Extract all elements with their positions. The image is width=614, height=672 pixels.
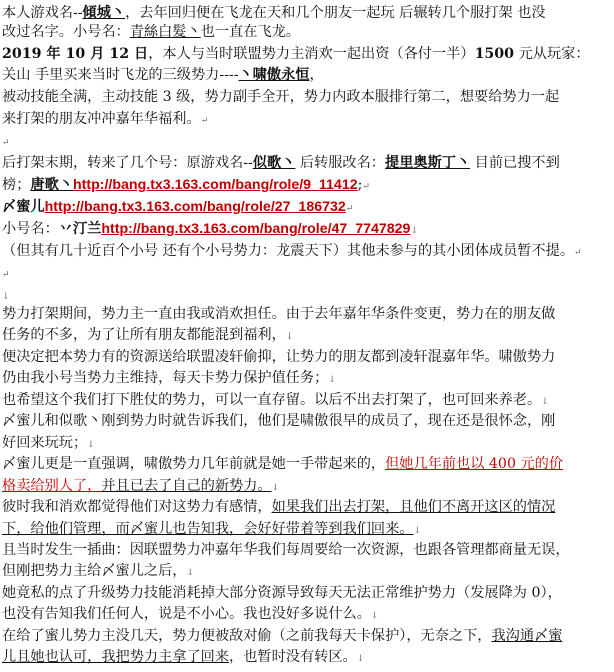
paragraph-line: 也希望这个我们打下胜仗的势力，可以一直存留。以后不出去打架了，也可回来养老。↓ — [2, 392, 549, 408]
paragraph-line: 格卖给别人了，并且已去了自己的新势力。↓ — [2, 478, 280, 494]
paragraph-line: 仍由我小号当势力主维持，每天卡势力保护值任务；↓ — [2, 370, 336, 386]
paragraph-line: 好回来玩玩；↓ — [2, 435, 95, 451]
paragraph-line: 小号名：丷汀兰http://bang.tx3.163.com/bang/role/47_7747829↓ — [2, 221, 418, 237]
paragraph-line: 来打架的朋友冲冲嘉年华福利。↵ — [2, 111, 209, 127]
paragraph-line: 2019 年 10 月 12 日，本人与当时联盟势力主消欢一起出资（各付一半）1500 元从玩家： — [2, 46, 590, 62]
empty-line: ↵ — [2, 270, 10, 280]
paragraph-line: 她竟私的点了升级势力技能消耗掉大部分资源导致每天无法正常维护势力（发展降为 0）， — [2, 585, 562, 601]
profile-link[interactable]: http://bang.tx3.163.com/bang/role/47_7747829 — [101, 221, 411, 237]
guild-name: 丶啸傲永恒 — [238, 67, 310, 83]
alt-name: 青絲白髮丶 — [129, 24, 201, 40]
paragraph-line: 〆蜜儿更是一直强调，啸傲势力几年前就是她一手带起来的，但她几年前也以 400 元的价 — [2, 456, 564, 472]
paragraph-line: 便决定把本势力有的资源送给联盟凌轩偷抑，让势力的朋友都到凌轩混嘉年华。啸傲势力 — [2, 349, 556, 365]
paragraph-line: 且当时发生一插曲：因联盟势力冲嘉年华我们每周要给一次资源，也跟各管理都商量无误， — [2, 542, 570, 558]
empty-line: ↓ — [2, 292, 10, 302]
paragraph-line: 被动技能全满，主动技能 3 级，势力副手全开，势力内政本服排行第二，想要给势力一起 — [2, 89, 560, 105]
empty-line: ↵ — [2, 138, 10, 148]
game-name: 傾城丶 — [82, 5, 126, 21]
paragraph-line: 也没有告知我们任何人，说是不小心。我也没好多说什么。↓ — [2, 606, 379, 622]
paragraph-line: 关山 手里买来当时飞龙的三级势力----丶啸傲永恒， — [2, 67, 324, 83]
paragraph-line: 在给了蜜儿势力主没几天，势力便被敌对偷（之前我每天卡保护），无奈之下，我沟通〆蜜 — [2, 628, 563, 644]
highlighted-claim: 但她几年前也以 400 元的价 — [385, 456, 564, 472]
paragraph-line: 儿且她也认可，我把势力主拿了回来，也暂时没有转区。↓ — [2, 649, 365, 665]
paragraph-line: 后打架末期，转来了几个号：原游戏名--似歌丶 后转服改名：提里奥斯丁丶 目前已搜不到 — [2, 155, 560, 171]
profile-link[interactable]: http://bang.tx3.163.com/bang/role/27_186732 — [44, 199, 346, 215]
paragraph-line: 榜；唐歌丶http://bang.tx3.163.com/bang/role/9_11412;↵ — [2, 177, 370, 193]
paragraph-line: （但其有几十近百个小号 还有个小号势力：龙震天下）其他未参与的其小团体成员暂不提。↵ — [2, 243, 582, 259]
paragraph-line: 〆蜜儿和似歌丶刚到势力时就告诉我们，他们是啸傲很早的成员了，现在还是很怀念，刚 — [2, 413, 556, 429]
paragraph-line: 下，给他们管理，而〆蜜儿也告知我，会好好带着等到我们回来。↓ — [2, 521, 422, 537]
paragraph-line: 但刚把势力主给〆蜜儿之后，↓ — [2, 563, 194, 579]
profile-link[interactable]: http://bang.tx3.163.com/bang/role/9_11412 — [72, 177, 358, 193]
paragraph-line: 任务的不多，为了让所有朋友都能混到福利，↓ — [2, 327, 294, 343]
paragraph-line: 本人游戏名--傾城丶，去年回归便在飞龙在天和几个朋友一起玩 后辗转几个服打架 也没 — [2, 5, 546, 21]
paragraph-line: 〆蜜儿http://bang.tx3.163.com/bang/role/27_186732↵ — [2, 199, 354, 215]
paragraph-line: 势力打架期间，势力主一直由我或消欢担任。由于去年嘉年华条件变更，势力在的朋友做 — [2, 306, 556, 322]
paragraph-line: 彼时我和消欢都觉得他们对这势力有感情，如果我们出去打架，且他们不离开这区的情况 — [2, 499, 556, 515]
paragraph-line: 改过名字。小号名：青絲白髮丶也一直在飞龙。 — [2, 24, 300, 40]
